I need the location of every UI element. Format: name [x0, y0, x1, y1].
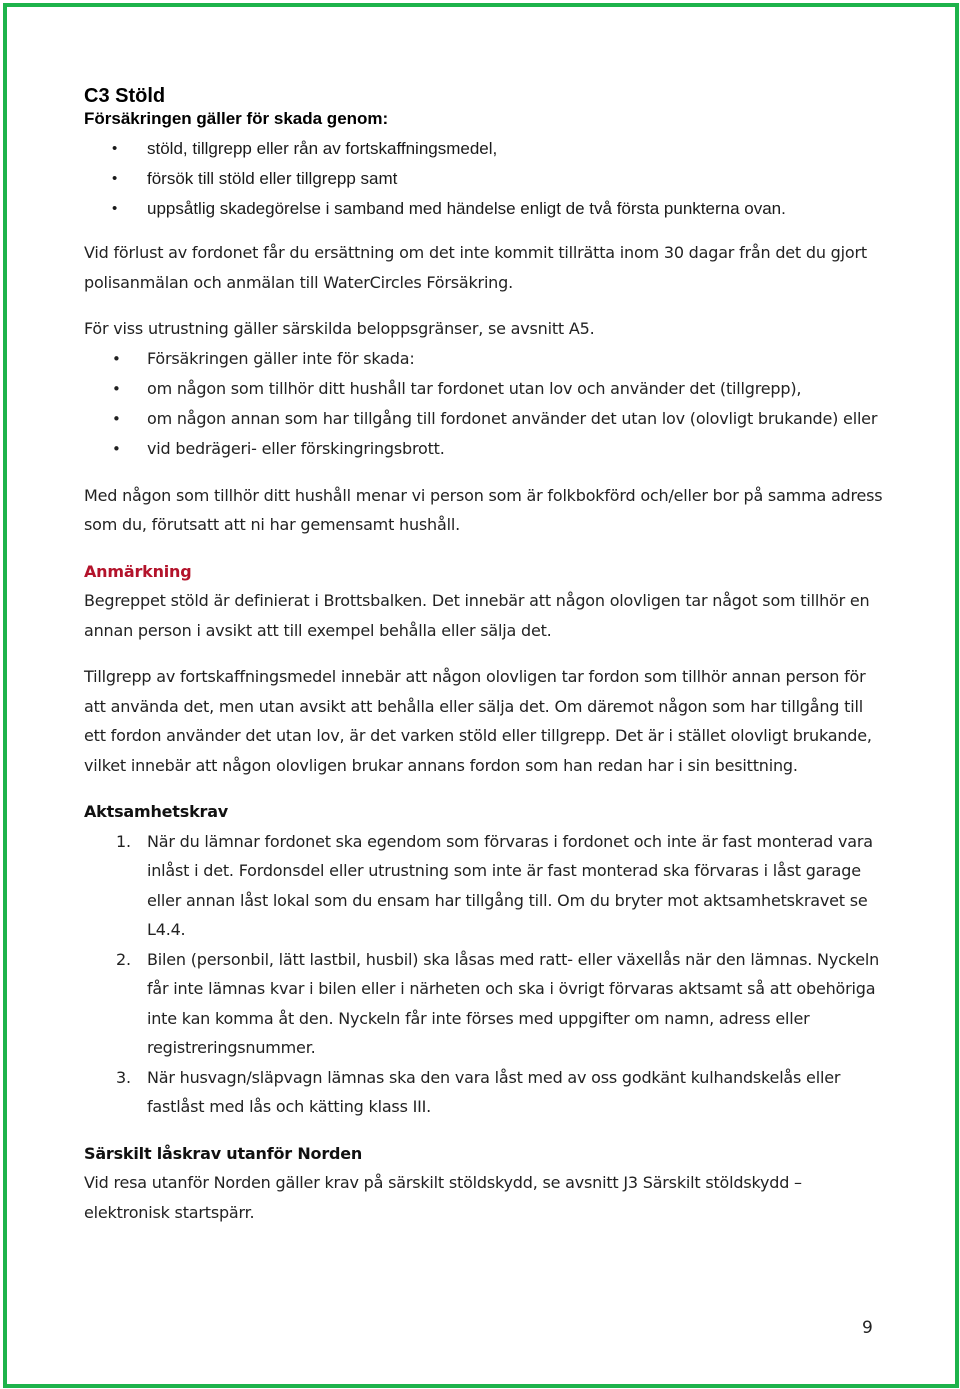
note-heading: Anmärkning [84, 561, 192, 581]
household-paragraph: Med någon som tillhör ditt hushåll menar vi person som är folkbokförd och/eller bor på samma adress som du, förutsatt att ni har gemensamt hushåll. [84, 485, 883, 534]
bullet-icon: • [112, 439, 121, 458]
bullet-icon: • [112, 379, 121, 398]
covered-list [84, 134, 884, 224]
bullet-icon: • [112, 349, 121, 368]
list-item: 1. När du lämnar fordonet ska egendom som förvaras i fordonet och inte är fast monterad vara inlåst i det. Fordonsdel eller utrustning som inte är fast monterad ska förvaras i låst garage eller annan låst lokal som du ensam har tillgång till. Om du bryter mot aktsamhetskravet se L4.4. [116, 831, 873, 939]
list-item: • om någon som tillhör ditt hushåll tar fordonet utan lov och använder det (tillgrepp), [84, 374, 884, 404]
bullet-icon: • [112, 170, 118, 187]
page-number: 9 [862, 1318, 873, 1338]
list-item: 2. Bilen (personbil, lätt lastbil, husbil) ska låsas med ratt- eller växellås när den lämnas. Nyckeln får inte lämnas kvar i bilen eller i närheten och ska i övrigt förvaras aktsamt så att obehöriga inte kan komma åt den. Nyckeln får inte förses med uppgifter om namn, adress eller registreringsnummer. [116, 949, 880, 1057]
document-body [84, 84, 884, 1227]
not-covered-list [84, 344, 884, 464]
bullet-icon: • [112, 140, 118, 157]
list-item: • uppsåtlig skadegörelse i samband med händelse enligt de två första punkterna ovan. [84, 194, 884, 224]
lock-paragraph: Vid resa utanför Norden gäller krav på särskilt stöldskydd, se avsnitt J3 Särskilt stöldskydd – elektronisk startspärr. [84, 1173, 802, 1222]
bullet-icon: • [112, 409, 121, 428]
tillgrepp-paragraph: Tillgrepp av fortskaffningsmedel innebär att någon olovligen tar fordon som tillhör annan person för att använda det, men utan avsikt att behålla eller sälja det. Om däremot någon som har tillgång till ett fordon använder det utan lov, är det varken stöld eller tillgrepp. Det är i stället olovligt brukande, vilket innebär att någon olovligen brukar annans fordon som han redan har i sin besittning. [84, 667, 872, 775]
care-heading: Aktsamhetskrav [84, 802, 229, 821]
bullet-icon: • [112, 200, 118, 217]
care-list [84, 827, 884, 1122]
loss-paragraph: Vid förlust av fordonet får du ersättning om det inte kommit tillrätta inom 30 dagar från det du gjort polisanmälan och anmälan till WaterCircles Försäkring. [84, 243, 867, 292]
limits-paragraph: För viss utrustning gäller särskilda beloppsgränser, se avsnitt A5. [84, 319, 595, 338]
list-item: • försök till stöld eller tillgrepp samt [84, 164, 884, 194]
intro-heading: Försäkringen gäller för skada genom: [84, 109, 389, 128]
section-title: C3 Stöld [84, 85, 166, 107]
list-item: • Försäkringen gäller inte för skada: [84, 344, 884, 374]
list-item: • stöld, tillgrepp eller rån av fortskaffningsmedel, [84, 134, 884, 164]
lock-heading: Särskilt låskrav utanför Norden [84, 1143, 363, 1163]
list-item: • om någon annan som har tillgång till fordonet använder det utan lov (olovligt brukande) eller [84, 404, 884, 434]
list-item: 3. När husvagn/släpvagn lämnas ska den vara låst med av oss godkänt kulhandskelås eller fastlåst med lås och kätting klass III. [116, 1067, 841, 1116]
list-item: • vid bedrägeri- eller förskingringsbrott. [84, 434, 884, 464]
note-paragraph: Begreppet stöld är definierat i Brottsbalken. Det innebär att någon olovligen tar något som tillhör en annan person i avsikt att till exempel behålla eller sälja det. [84, 591, 870, 640]
